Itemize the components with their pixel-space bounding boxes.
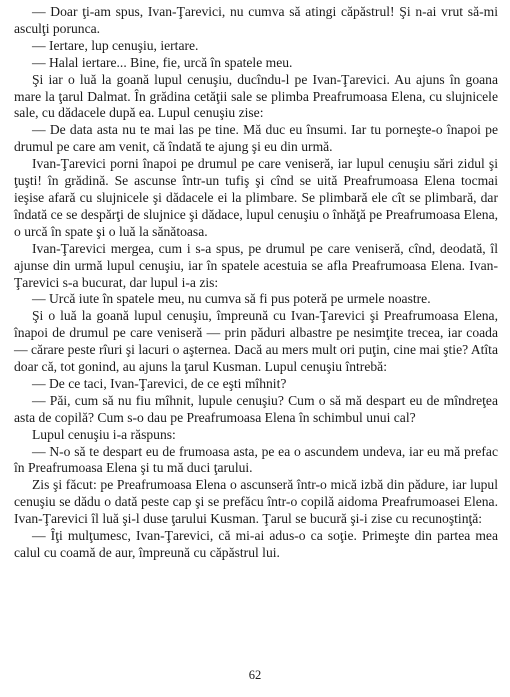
page-number: 62 (248, 668, 262, 682)
paragraph: Zis şi făcut: pe Preafrumoasa Elena o ascunseră într-o mică izbă din pădure, iar lupul cenuşiu se dădu o dată peste cap şi se prefăcu într-o copilă aidoma Preafrumoasei Elena. Ivan-Ţarevici îl luă şi-l duse ţarului Kusman. Ţarul se bucură şi-i zise cu recunoştinţă: (14, 477, 498, 527)
paragraph: Lupul cenuşiu i-a răspuns: (32, 426, 176, 442)
paragraph: — Păi, cum să nu fiu mîhnit, lupule cenuşiu? Cum o să mă despart eu de mîndreţea asta de copilă? Cum s-o dau pe Preafrumoasa Elena în schimbul unui cal? (14, 392, 498, 425)
paragraph: — Doar ţi-am spus, Ivan-Ţarevici, nu cumva să atingi căpăstrul! Şi n-ai vrut să-mi asculţi porunca. (14, 4, 498, 36)
paragraph: — Halal iertare... Bine, fie, urcă în spatele meu. (32, 54, 293, 70)
paragraph: — De ce taci, Ivan-Ţarevici, de ce eşti mîhnit? (32, 375, 287, 391)
paragraph: Ivan-Ţarevici mergea, cum i s-a spus, pe drumul pe care veniseră, cînd, deodată, îl ajunse din urmă lupul cenuşiu, iar în spatele acestuia se afla Preafrumoasa Elena. Ivan-Ţarevici s-a bucurat, dar lupul i-a zis: (14, 240, 498, 290)
paragraph: — Îţi mulţumesc, Ivan-Ţarevici, că mi-ai adus-o ca soţie. Primeşte din partea mea calul cu coamă de aur, împreună cu căpăstrul lui. (14, 528, 498, 560)
paragraph: Şi iar o luă la goană lupul cenuşiu, ducîndu-l pe Ivan-Ţarevici. Au ajuns în goana mare la ţarul Dalmat. În grădina cetăţii sale se plimba Preafrumoasa Elena, cu slujnicele sale, cu dădacele după ea. Lupul cenuşiu zise: (14, 71, 498, 121)
paragraph: — N-o să te despart eu de frumoasa asta, pe ea o ascundem undeva, iar eu mă prefac în Preafrumoasa Elena şi tu mă duci ţarului. (14, 443, 498, 476)
paragraph: Şi o luă la goană lupul cenuşiu, împreună cu Ivan-Ţarevici şi Preafrumoasa Elena, înapoi de drumul pe care veniseră — prin păduri albastre pe nesimţite trecea, iar coada — cărare peste rîuri şi lacuri o aşternea. Dacă au mers mult ori puţin, cine mai ştie? Atîta doar că, tot gonind, au ajuns la ţarul Kusman. Lupul cenuşiu întrebă: (14, 308, 498, 375)
paragraph: — Urcă iute în spatele meu, nu cumva să fi pus poteră pe urmele noastre. (32, 291, 431, 307)
paragraph: Ivan-Ţarevici porni înapoi pe drumul pe care veniseră, iar lupul cenuşiu sări zidul şi ţuşti! în grădină. Se ascunse într-un tufiş şi cînd se uită Preafrumoasa Elena tocmai ieşise afară cu slujnicele şi dădacele ei la plimbare. Se plimbară ele cît se plimbară, dar îndată ce se despărţi de slujnice şi dădace, lupul cenuşiu o înhăţă pe Preafrumoasa Elena, o urcă în spate şi o luă la sănătoasa. (14, 156, 498, 239)
paragraph: — Iertare, lup cenuşiu, iertare. (32, 37, 199, 53)
paragraph: — De data asta nu te mai las pe tine. Mă duc eu însumi. Iar tu porneşte-o înapoi pe drumul pe care am venit, că îndată te ajung şi eu din urmă. (14, 122, 498, 155)
